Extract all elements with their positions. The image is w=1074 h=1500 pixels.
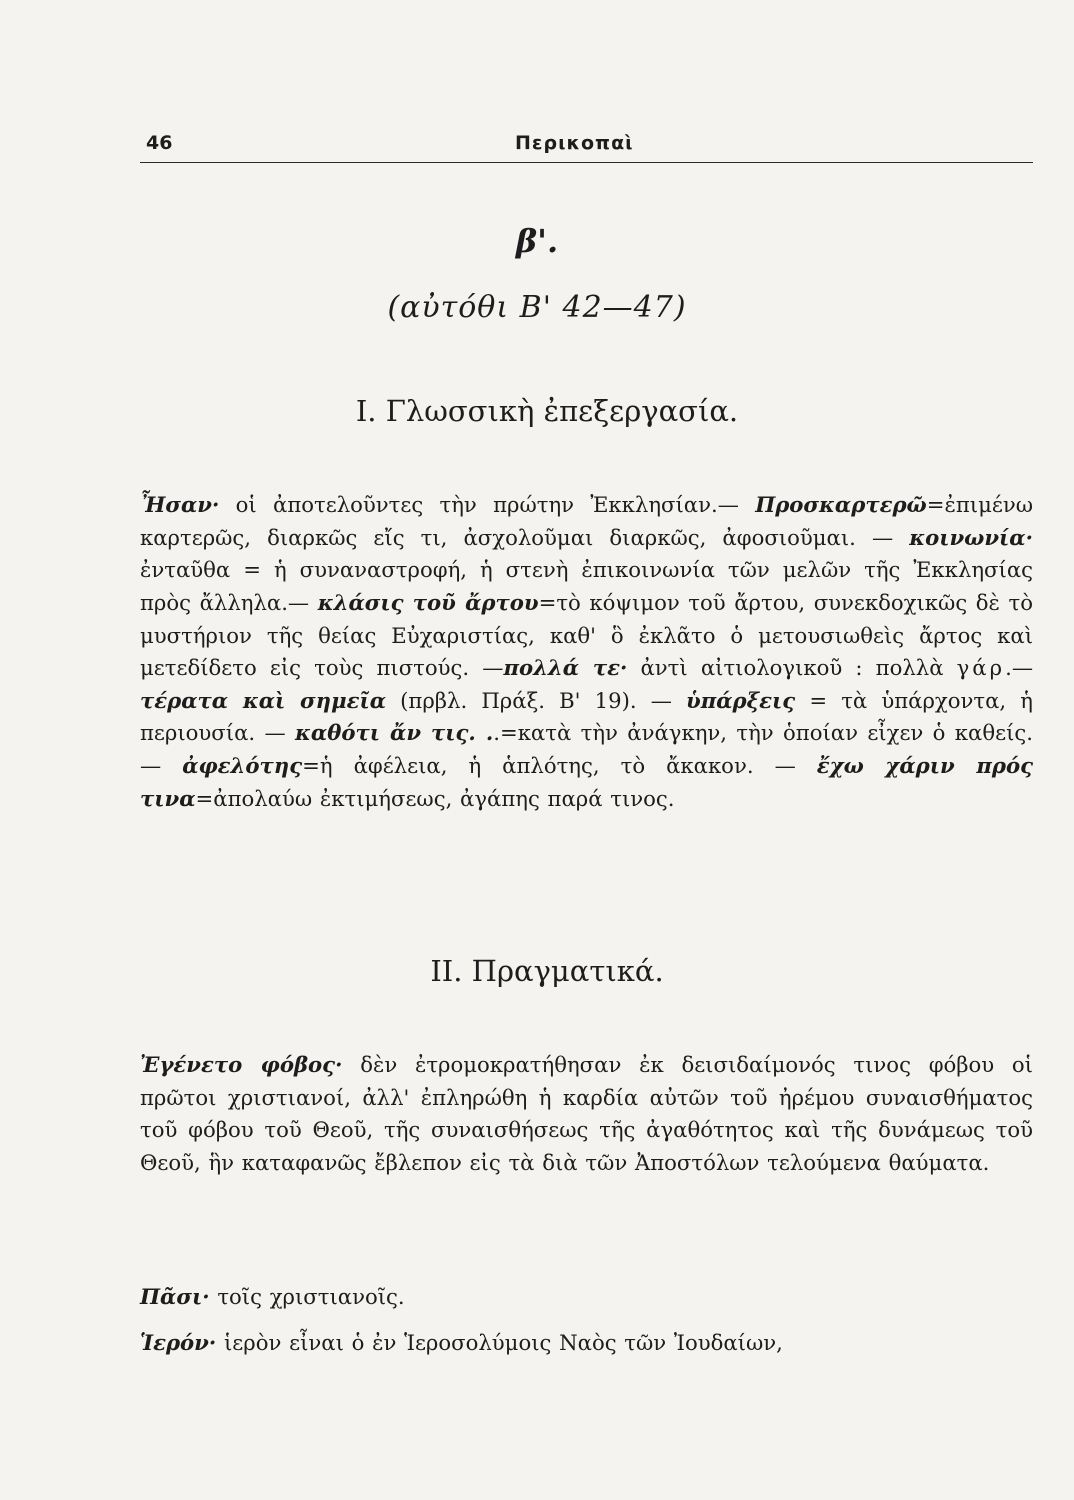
running-title: Περικοπαὶ <box>515 132 634 154</box>
glossary-text: =τὸ κόψιμον τοῦ ἄρτου, συνεκδοχικῶς δὲ τὸ μυστήριον τῆς θείας Εὐχαριστίας, καθ' ὃ ἐκλᾶτο ὁ μετουσιωθεὶς ἄρτος καὶ μετεδίδετο εἰς τοὺς πιστούς. — <box>140 589 1033 681</box>
running-header <box>140 128 1033 163</box>
note-text: τοῖς χριστιανοῖς. <box>209 1284 405 1310</box>
glossary-text: =ἡ ἀφέλεια, ἡ ἁπλότης, τὸ ἄκακον. — <box>302 752 817 778</box>
note-term: Ἱερόν· <box>140 1330 217 1356</box>
note-term: Ἐγένετο φόβος· <box>140 1052 343 1078</box>
glossary-text: .— <box>1005 655 1034 681</box>
glossary-text: ἐνταῦθα = ἡ συναναστροφή, ἡ στενὴ ἐπικοινωνία τῶν μελῶν τῆς Ἐκκλησίας πρὸς ἄλληλα.— <box>140 557 1033 615</box>
glossary-term: κλάσις τοῦ ἄρτου <box>317 589 539 615</box>
glossary-term: τέρατα καὶ σημεῖα <box>140 687 387 713</box>
note-text: ἱερὸν εἶναι ὁ ἐν Ἱεροσολύμοις Ναὸς τῶν Ἰουδαίων, <box>216 1330 783 1356</box>
page-number: 46 <box>146 132 173 154</box>
glossary-term: καθότι ἄν τις. . <box>295 720 494 746</box>
glossary-paragraph <box>140 489 1033 815</box>
glossary-spaced-word: γάρ <box>956 655 1006 681</box>
note-paragraph <box>140 1281 1033 1314</box>
note-term: Πᾶσι· <box>140 1284 210 1310</box>
section-reference: (αὐτόθι Β' 42—47) <box>387 290 687 325</box>
glossary-text: ἀντὶ αἰτιολογικοῦ : πολλὰ <box>627 655 957 681</box>
heading-linguistic: I. Γλωσσικὴ ἐπεξεργασία. <box>355 394 739 428</box>
glossary-term: ὑπάρξεις <box>686 687 796 713</box>
heading-factual: II. Πραγματικά. <box>430 954 664 988</box>
glossary-term: Προσκαρτερῶ <box>755 492 927 518</box>
glossary-term: Ἦσαν· <box>140 492 220 518</box>
note-paragraph <box>140 1327 1033 1360</box>
glossary-term: ἀφελότης <box>182 752 303 778</box>
glossary-term: ἔχω χάριν πρός τινα <box>140 752 1033 811</box>
glossary-text: =ἀπολαύω ἐκτιμήσεως, ἀγάπης παρά τινος. <box>195 785 675 811</box>
glossary-term: πολλά τε· <box>503 655 628 681</box>
note-paragraph <box>140 1049 1033 1179</box>
glossary-text: (πρβλ. Πράξ. Β' 19). — <box>386 687 687 713</box>
section-mark: β'. <box>515 222 559 260</box>
glossary-text: .=κατὰ τὴν ἀνάγκην, τὴν ὁποίαν εἶχεν ὁ καθείς.— <box>140 720 1033 778</box>
glossary-text: οἱ ἀποτελοῦντες τὴν πρώτην Ἐκκλησίαν.— <box>219 492 756 518</box>
glossary-text: = τὰ ὑπάρχοντα, ἡ περιουσία. — <box>140 687 1033 746</box>
note-text: δὲν ἐτρομοκρατήθησαν ἐκ δεισιδαίμονός τινος φόβου οἱ πρῶτοι χριστιανοί, ἀλλ' ἐπληρώθη ἡ καρδία αὐτῶν τοῦ ἠρέμου συναισθήματος τοῦ φόβου τοῦ Θεοῦ, τῆς συναισθήσεως τῆς ἀγαθότητος καὶ τῆς δυνάμεως τοῦ Θεοῦ, ἣν καταφανῶς ἔβλεπον εἰς τὰ διὰ τῶν Ἀποστόλων τελούμενα θαύματα. <box>140 1052 1033 1175</box>
glossary-text: =ἐπιμένω καρτερῶς, διαρκῶς εἴς τι, ἀσχολοῦμαι διαρκῶς, ἀφοσιοῦμαι. — <box>140 492 1033 550</box>
glossary-term: κοινωνία· <box>909 524 1033 550</box>
